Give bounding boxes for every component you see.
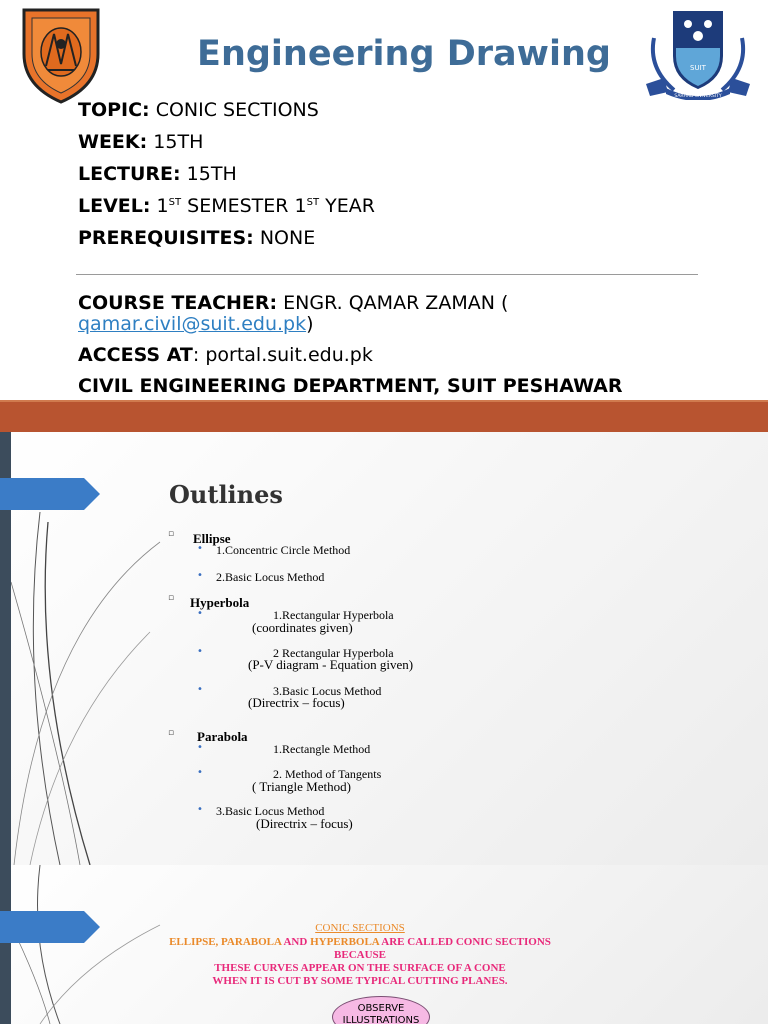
conic-line-1 [0, 936, 720, 948]
outline-hyperbola-3-sub: (Directrix – focus) [248, 695, 345, 710]
level-sup-1: ST [168, 197, 182, 208]
comma: , [215, 936, 222, 948]
prerequisites-value: NONE [253, 227, 316, 249]
outline-parabola-3-sub: (Directrix – focus) [256, 816, 353, 831]
dot-bullet-icon: • [197, 543, 203, 554]
dot-bullet-icon: • [197, 646, 203, 657]
department-line: CIVIL ENGINEERING DEPARTMENT, SUIT PESHAWAR [78, 375, 623, 397]
divider [76, 274, 698, 275]
ellipse-word: ELLIPSE [169, 936, 216, 948]
lecture-value: 15TH [180, 163, 237, 185]
email-line [78, 313, 314, 335]
level-label: LEVEL: [78, 195, 151, 217]
prerequisites-line [78, 227, 315, 249]
observe-illustrations-button[interactable] [332, 996, 430, 1024]
access-value: : portal.suit.edu.pk [192, 344, 373, 366]
conic-rest: ARE CALLED CONIC SECTIONS [379, 936, 551, 948]
suit-university-crest-icon [644, 8, 752, 100]
outline-ellipse-1: 1.Concentric Circle Method [216, 543, 351, 557]
level-mid: SEMESTER 1 [181, 195, 307, 217]
teacher-value: ENGR. QAMAR ZAMAN ( [277, 292, 509, 314]
week-line [78, 131, 203, 153]
outline-parabola: Parabola [197, 729, 248, 744]
conic-sections-slide [0, 865, 768, 1024]
outline-ellipse: Ellipse [193, 531, 231, 546]
logo-right-text: SUIT [690, 64, 706, 72]
lecture-label: LECTURE: [78, 163, 181, 185]
and-word: AND [281, 936, 311, 948]
teacher-email-link[interactable]: qamar.civil@suit.edu.pk [78, 313, 307, 335]
outline-hyperbola-1-sub: (coordinates given) [252, 620, 353, 635]
square-bullet-icon: ▫ [168, 728, 175, 738]
dot-bullet-icon: • [197, 570, 203, 581]
square-bullet-icon: ▫ [168, 593, 175, 603]
dot-bullet-icon: • [197, 684, 203, 695]
logo-right-ring: SARHAD UNIVERSITY [674, 94, 722, 99]
arrow-tab-icon [0, 478, 100, 510]
outline-parabola-3: 3.Basic Locus Method [216, 804, 325, 818]
outline-hyperbola-1: 1.Rectangular Hyperbola [273, 608, 394, 622]
outline-hyperbola: Hyperbola [190, 595, 250, 610]
observe-label: OBSERVE [357, 1003, 405, 1014]
outlines-slide [0, 432, 768, 865]
conic-line-4: WHEN IT IS CUT BY SOME TYPICAL CUTTING PLANES. [212, 975, 508, 987]
parabola-word: PARABOLA [221, 936, 282, 948]
conic-heading: CONIC SECTIONS [315, 922, 405, 934]
email-close: ) [306, 313, 314, 335]
hyperbola-word: HYPERBOLA [310, 936, 380, 948]
dot-bullet-icon: • [197, 608, 203, 619]
level-line [78, 195, 375, 217]
outline-parabola-2: 2. Method of Tangents [273, 767, 382, 781]
outline-parabola-2-sub: ( Triangle Method) [252, 779, 351, 794]
conic-line-3: THESE CURVES APPEAR ON THE SURFACE OF A CONE [214, 962, 506, 974]
orange-band-highlight [0, 400, 768, 402]
orange-band [0, 400, 768, 432]
access-label: ACCESS AT [78, 344, 193, 366]
outline-hyperbola-2-sub: (P-V diagram - Equation given) [248, 657, 414, 672]
dot-bullet-icon: • [197, 804, 203, 815]
week-value: 15TH [147, 131, 204, 153]
outline-ellipse-2: 2.Basic Locus Method [216, 570, 325, 584]
teacher-label: COURSE TEACHER: [78, 292, 278, 314]
topic-line [78, 99, 319, 121]
teacher-line [78, 292, 508, 314]
square-bullet-icon: ▫ [168, 529, 175, 539]
prerequisites-label: PREREQUISITES: [78, 227, 254, 249]
dot-bullet-icon: • [197, 767, 203, 778]
outline-hyperbola-2: 2 Rectangular Hyperbola [273, 646, 394, 660]
topic-value: CONIC SECTIONS [149, 99, 319, 121]
outline-parabola-1: 1.Rectangle Method [273, 742, 371, 756]
week-label: WEEK: [78, 131, 148, 153]
dot-bullet-icon: • [197, 742, 203, 753]
page-title: Engineering Drawing [197, 34, 611, 74]
level-sup-2: ST [306, 197, 320, 208]
topic-label: TOPIC: [78, 99, 150, 121]
title-slide [0, 0, 768, 432]
illustrations-label: ILLUSTRATIONS [342, 1015, 420, 1024]
because-line: BECAUSE [334, 949, 386, 961]
access-line [78, 344, 373, 366]
outline-hyperbola-3: 3.Basic Locus Method [273, 684, 382, 698]
lecture-line [78, 163, 237, 185]
level-end: YEAR [319, 195, 375, 217]
outlines-heading: Outlines [169, 480, 283, 509]
level-num: 1 [150, 195, 169, 217]
